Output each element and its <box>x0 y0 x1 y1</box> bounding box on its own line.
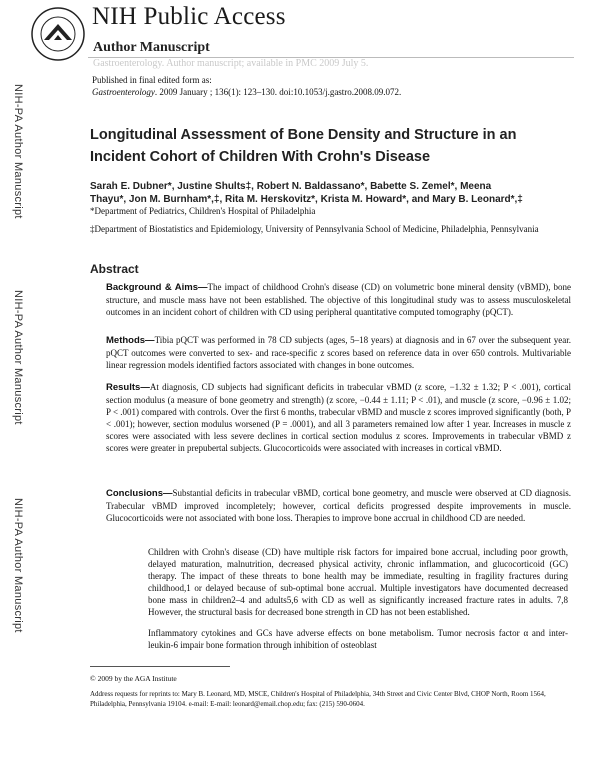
abstract-methods <box>106 334 571 371</box>
affiliation: ‡Department of Biostatistics and Epidemiology, University of Pennsylvania School of Medicine, Philadelphia, Pennsylvania <box>90 224 539 234</box>
abstract-results <box>106 381 571 454</box>
section-label: Conclusions— <box>106 488 173 499</box>
citation-line <box>92 87 401 97</box>
copyright: © 2009 by the AGA Institute <box>90 674 177 683</box>
section-label: Methods— <box>106 335 155 346</box>
author-line: Thayu*, Jon M. Burnham*,‡, Rita M. Herskovitz*, Krista M. Howard*, and Mary B. Leonard*,‡ <box>90 194 523 205</box>
author-list <box>90 180 560 206</box>
body-paragraph: Children with Crohn's disease (CD) have multiple risk factors for impaired bone accrual, including poor growth, delayed maturation, malnutrition, decreased physical activity, chronic inflammation, and glucocorticoid (GC) therapy. The impact of these threats to bone health may be immediate, resulting in fragility fractures during childhood,1 or delayed because of sub-optimal bone accrual. Multiple investigators have documented decreased bone mass in children2–4 and adults5,6 with CD as well as significantly increased fracture rates in adults. 7,8 However, the structural basis for decreased bone strength in CD has not been established. <box>148 547 568 617</box>
side-label-2: NIH-PA Author Manuscript <box>12 290 24 425</box>
section-text: Substantial deficits in trabecular vBMD, cortical bone geometry, and muscle were observed at CD diagnosis. Trabecular vBMD improved incompletely; however, cortical deficits progressed despite improvements in muscle. Glucocorticoids were not associated with bone loss. Therapies to improve bone accrual in childhood CD are needed. <box>106 488 571 523</box>
published-note: Published in final edited form as: <box>92 75 212 85</box>
abstract-background <box>106 281 571 318</box>
author-line: Sarah E. Dubner*, Justine Shults‡, Robert N. Baldassano*, Babette S. Zemel*, Meena <box>90 181 492 192</box>
availability-note: Gastroenterology. Author manuscript; available in PMC 2009 July 5. <box>93 58 369 69</box>
side-label-3: NIH-PA Author Manuscript <box>12 498 24 633</box>
footnote-divider <box>90 666 230 667</box>
reprint-address: Address requests for reprints to: Mary B. Leonard, MD, MSCE, Children's Hospital of Philadelphia, 34th Street and Civic Center Blvd, CHOP North, Room 1564, Philadelphia, Pennsylvania 19104. e-mail: E-mail: leonard@email.chop.edu; fax: (215) 590-0604. <box>90 690 546 708</box>
side-label-1: NIH-PA Author Manuscript <box>12 84 24 219</box>
section-label: Results— <box>106 382 150 393</box>
journal-name: Gastroenterology <box>92 87 155 97</box>
header-subtitle: Author Manuscript <box>93 40 210 55</box>
body-paragraph: Inflammatory cytokines and GCs have adverse effects on bone metabolism. Tumor necrosis factor α and inter-leukin-6 impair bone formation through inhibition of osteoblast <box>148 628 568 650</box>
affiliation: *Department of Pediatrics, Children's Hospital of Philadelphia <box>90 206 316 216</box>
section-text: Tibia pQCT was performed in 78 CD subjects (ages, 5–18 years) at diagnosis and in 67 over the subsequent year. pQCT outcomes were converted to sex- and race-specific z scores based on reference data in over 650 controls. Multivariable linear regression models identified factors associated with changes in bone outcomes. <box>106 335 571 370</box>
abstract-heading: Abstract <box>90 262 139 276</box>
abstract-conclusions <box>106 487 571 524</box>
section-text: The impact of childhood Crohn's disease (CD) on volumetric bone mineral density (vBMD), bone structure, and muscle mass have not been established. The objective of this longitudinal study was to assess musculoskeletal outcomes in an incident cohort of children with CD using peripheral quantitative computed tomography (pQCT). <box>106 282 571 317</box>
citation-details: . 2009 January ; 136(1): 123–130. doi:10.1053/j.gastro.2008.09.072. <box>154 87 402 97</box>
section-label: Background & Aims— <box>106 282 208 293</box>
section-text: At diagnosis, CD subjects had significant deficits in trabecular vBMD (z score, −1.32 ± 1.32; P < .001), cortical section modulus (a measure of bone geometry and strength) (z score, −0.44 ± 1.11; P < .01), and muscle (z score, −0.96 ± 1.02; P < .001) compared with controls. Over the first 6 months, trabecular vBMD and muscle z scores improved significantly (both, P < .001); however, section modulus worsened (P = .0001), and all 3 parameters remained low after 1 year. Increases in muscle z scores were associated with less severe declines in cortical section modulus z scores. Improvements in trabecular vBMD z scores were greater in prepubertal subjects. Glucocorticoids were associated with increases in cortical vBMD. <box>106 382 571 453</box>
nih-logo <box>30 6 86 62</box>
article-title: Longitudinal Assessment of Bone Density and Structure in an Incident Cohort of Children With Crohn's Disease <box>90 127 517 165</box>
header-title: NIH Public Access <box>92 3 286 30</box>
